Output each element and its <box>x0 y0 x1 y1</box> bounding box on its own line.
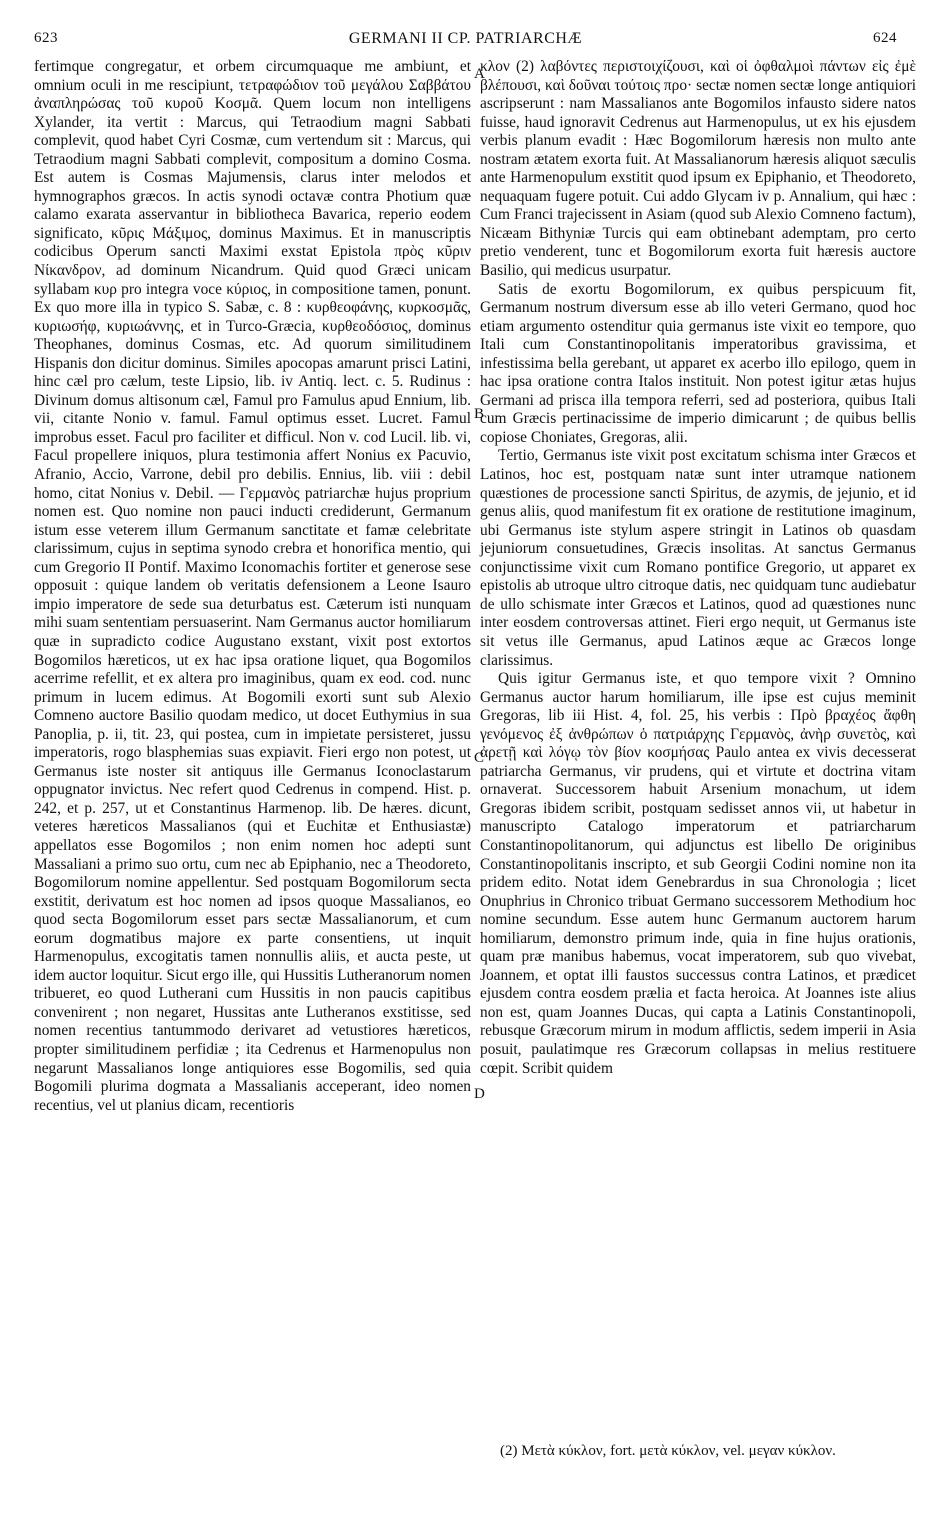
right-paragraph-1: κλον (2) λαβόντες περιστοιχίζουσι, καὶ οἱ ὀφθαλμοὶ πάντων εἰς ἐμὲ βλέπουσι, καὶ δοῦναι τούτοις προ· sectæ nomen sectæ longe antiquiori ascripserunt : nam Massalianos ante Bogomilos infausto sidere natos fuisse, haud ignoravit Cedrenus aut Harmenopulus, ut ex his ejusdem verbis planum evadit : Hæc Bogomilorum hæresis non multo ante nostram ætatem exorta fuit. At Massalianorum hæresis aliquot sæculis ante Harmenopulum exstitit quod ipsum ex Epiphanio, et Theodoreto, nequaquam fugere potuit. Cui addo Glycam iv p. Annalium, qui hæc : Cum Franci trajecissent in Asiam (quod sub Alexio Comneno factum), Nicæam Bithyniæ Turcis qui eam obtinebant ademptam, pro certo pretio venderent, tunc et Bogomilorum exorta fuit hæresis auctore Basilio, qui medicus usurpatur. <box>480 58 916 280</box>
right-paragraph-2: Satis de exortu Bogomilorum, ex quibus perspicuum fit, Germanum nostrum diversum esse ab illo veteri Germano, quod hoc etiam argumento ostenditur quia germanus iste vixit eo tempore, quo Itali cum Constantinopolitanis imperatoribus gravissima, et infestissima bella gerebant, ut apparet ex acerbo illo epilogo, quem in hac ipsa oratione contra Italos instituit. Non potest igitur ætas hujus Germani ad prisca illa tempora referri, sed ad posteriora, quibus Itali cum Græcis pertinacissime de imperio dimicarunt ; de quibus bellis copiose Choniates, Gregoras, alii. <box>480 280 916 446</box>
margin-marker-a: A <box>474 66 485 82</box>
right-paragraph-3: Tertio, Germanus iste vixit post excitatum schisma inter Græcos et Latinos, hoc est, postquam natæ sunt inter utramque nationem quæstiones de processione sancti Spiritus, de azymis, de jejunio, et id genus aliis, quod manifestum fit ex oratione de restitutione imaginum, ubi Germanus iste stylum aspere stringit in Latinos ob quasdam jejuniorum consuetudines, Græcis insolitas. At sanctus Germanus conjunctissime vixit cum Romano pontifice Gregorio, ut apparet ex epistolis ab utroque ultro citroque datis, nec quidquam tunc audiebatur de ullo schismate inter Græcos et Latinos, quod ad quæstiones nunc inter eosdem controversas attinet. Fieri ergo nequit, ut Germanus iste sit vetus ille Germanus, apud Latinos æque ac Græcos longe clarissimus. <box>480 447 916 669</box>
right-paragraph-4: Quis igitur Germanus iste, et quo tempore vixit ? Omnino Germanus auctor harum homiliarum, ille ipse est cujus meminit Gregoras, lib iii Hist. 4, fol. 25, his verbis : Πρὸ βραχέος ἄφθη γενόμενος ἐξ ἀνθρώπων ὁ πατριάρχης Γερμανὸς, ἀνὴρ συνετὸς, καὶ ἀρετῇ καὶ λόγῳ τὸν βίον κοσμήσας Paulo antea ex vivis decesserat patriarcha Germanus, vir prudens, qui et virtute et doctrina vitam ornaverat. Successorem habuit Arsenium monachum, ut idem Gregoras ibidem scribit, postquam sedisset annos vii, ut habetur in manuscripto Catalogo imperatorum et patriarcharum Constantinopolitanorum, qui adjunctus est libello De originibus Constantinopolitanis inscripto, et sub Georgii Codini nomine non ita pridem edito. Notat idem Genebrardus in sua Chronologia ; licet Onuphrius in Chronico tribuat Germano successorem Methodium hoc nomine secundum. Esse autem hunc Germanum auctorem harum homiliarum, demonstro primum inde, quia in fine hujus orationis, quam præ manibus habemus, vocat imperatorem, sub quo vivebat, Joannem, et optat illi faustos successus contra Latinos, et prædicet ejusdem contra eosdem prælia et facta heroica. At Joannes iste alius non est, quam Joannes Ducas, qui capta a Latinis Constantinopoli, rebusque Græcorum mirum in modum afflictis, sedem imperii in Asia posuit, paulatimque res Græcorum collapsas in melius restituere cœpit. Scribit quidem <box>480 670 916 1077</box>
right-column <box>480 58 916 1078</box>
margin-marker-c: C <box>474 750 485 766</box>
page-header <box>34 30 897 54</box>
margin-marker-d: D <box>474 1086 485 1102</box>
left-column <box>34 58 471 1115</box>
page-number-right: 624 <box>873 30 897 46</box>
left-paragraph: fertimque congregatur, et orbem circumquaque me ambiunt, et omnium oculi in me rescipiunt, τετραφώδιον τοῦ μεγάλου Σαββάτου ἀναπληρώσας τοῦ κυροῦ Κοσμᾶ. Quem locum non intelligens Xylander, ita vertit : Marcus, qui Tetraodium magni Sabbati complevit, quod habet Cyri Cosmæ, cum vertendum sit : Marcus, qui Tetraodium magni Sabbati complevit, compositum a domino Cosma. Est autem is Cosmas Majumensis, clarus inter melodos et hymnographos græcos. In actis synodi octavæ contra Photium quæ calamo exarata asservantur in bibliotheca Bavarica, reperio eodem significato, κῦρις Μάξιμος, dominus Maximus. Et in manuscriptis codicibus Operum sancti Maximi exstat Epistola πρὸς κῦριν Νίκανδρον, ad dominum Nicandrum. Quid quod Græci unicam syllabam κυρ pro integra voce κύριος, in compositione tamen, ponunt. Ex quo more illa in typico S. Sabæ, c. 8 : κυρθεοφάνης, κυρκοσμᾶς, κυριωσήφ, κυριωάννης, et in Turco-Græcia, κυρθεοδόσιος, dominus Theophanes, dominus Cosmas, etc. Ad quorum similitudinem Hispanis don dicitur dominus. Similes apocopas amarunt prisci Latini, hinc cæl pro cælum, teste Lipsio, lib. iv Antiq. lect. c. 5. Rudinus : Divinum domus altisonum cæl, Famul pro Famulus apud Ennium, lib. vii, citante Nonio v. famul. Famul optimus esset. Lucret. Famul improbus esset. Facul pro faciliter et difficul. Non v. cod Lucil. lib. vi, Facul propellere iniquos, plura testimonia affert Nonius ex Pacuvio, Afranio, Accio, Varrone, debil pro debilis. Ennius, lib. viii : debil homo, citat Nonius v. Debil. — Γερμανὸς patriarchæ hujus proprium nomen est. Quo nomine non pauci inducti crediderunt, Germanum istum esse veterem illum Germanum sanctitate et famæ celebritate clarissimum, cujus in septima synodo crebra et honorifica mentio, qui cum Gregorio II Pontif. Maximo Iconomachis fortiter et generose sese opposuit : quique landem ob veritatis defensionem a Leone Isauro impio imperatore de sede sua deturbatus est. Cæterum isti nunquam mihi suam sententiam persuaserint. Nam Germanus auctor homiliarum quæ in supradicto codice Augustano exstant, vixit post extortos Bogomilos hæreticos, ut ex hac ipsa oratione liquet, qua Bogomilos acerrime refellit, et ex altera pro imaginibus, quam ex eod. cod. nunc primum in lucem edimus. At Bogomili exorti sunt sub Alexio Comneno auctore Basilio quodam medico, ut docet Euthymius in sua Panoplia, p. ii, tit. 23, qui postea, cum in impietate persisteret, jussu imperatoris, rogo blasphemias suas expiavit. Fieri ergo non potest, ut Germanus iste noster sit antiquus ille Germanus Iconoclastarum oppugnator invictus. Nec refert quod Cedrenus in compend. Hist. p. 242, et p. 257, ut et Constantinus Harmenop. lib. De hæres. dicunt, veteres hæreticos Massalianos (qui et Euchitæ et Enthusiastæ) appellatos esse Bogomilos ; non enim nomen hoc adepti sunt Massaliani a primo suo ortu, cum nec ab Epiphanio, nec a Theodoreto, Bogomilorum nomine appellentur. Sed postquam Bogomilorum secta exstitit, derivatum est hoc nomen ad ipsos quoque Massalianos, eo quod secta Bogomilorum esset pars sectæ Massalianorum, et cum eorum dogmatibus majore ex parte consentiens, ut inquit Harmenopulus, excogitatis tamen nonnullis aliis, et aucta peste, ut idem auctor loquitur. Sicut ergo ille, qui Hussitis Lutheranorum nomen tribueret, eo quod Lutherani cum Hussitis in non paucis capitibus convenirent ; non negaret, Hussitas ante Lutheranos exstitisse, sed nomen recentius tantummodo derivaret ad vetustiores hæreticos, propter similitudinem perfidiæ ; ita Cedrenus et Harmenopulus non negarunt Massalianos longe antiquiores esse Bogomilis, sed quia Bogomili plurima dogmata a Massalianis acceperant, ideo nomen recentius, vel ut planius dicam, recentioris <box>34 58 472 1114</box>
running-title: GERMANI II CP. PATRIARCHÆ <box>348 30 583 47</box>
page-number-left: 623 <box>34 30 58 46</box>
margin-marker-b: B <box>474 406 485 422</box>
footnote: (2) Μετὰ κύκλον, fort. μετὰ κύκλον, vel. μεγαν κύκλον. <box>500 1443 836 1459</box>
